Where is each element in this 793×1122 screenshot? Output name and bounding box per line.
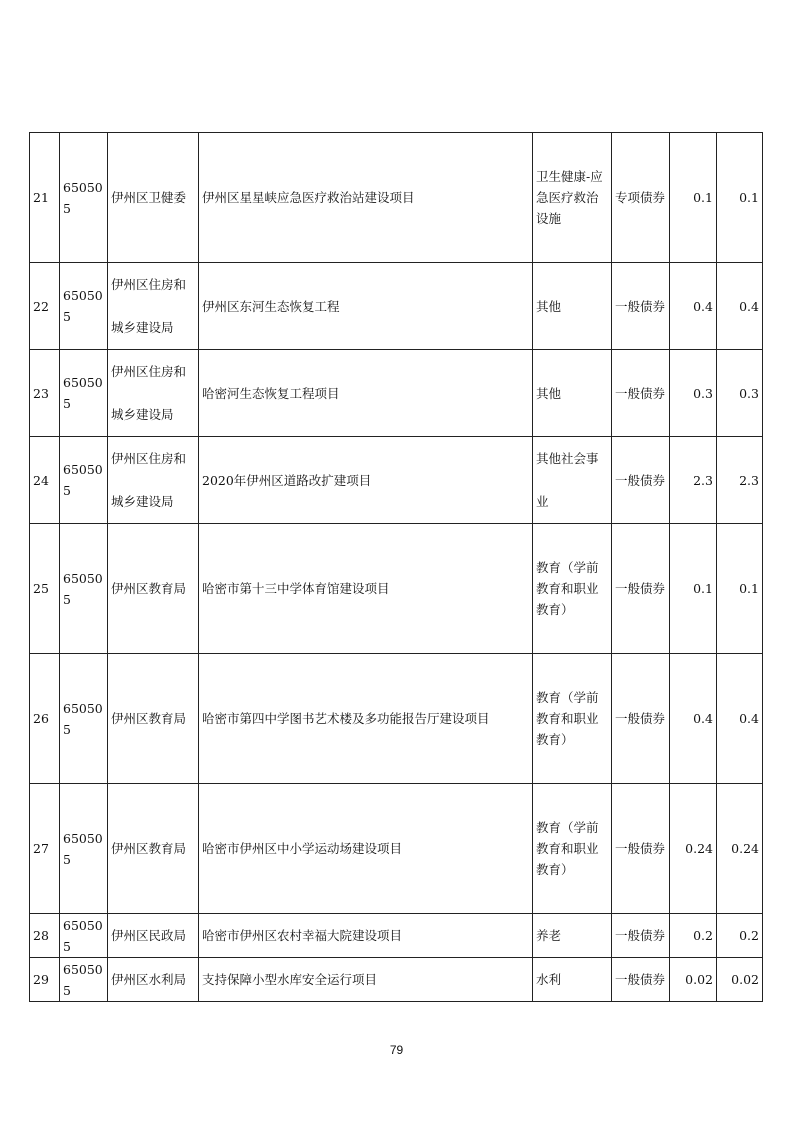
project-category: 教育（学前教育和职业教育）	[533, 654, 612, 784]
region-code: 650505	[60, 263, 108, 350]
table-row	[30, 784, 763, 914]
project-name: 哈密市第十三中学体育馆建设项目	[199, 524, 533, 654]
project-name: 哈密市伊州区农村幸福大院建设项目	[199, 914, 533, 958]
project-category: 教育（学前教育和职业教育）	[533, 524, 612, 654]
project-category: 水利	[533, 958, 612, 1002]
bond-type: 一般债券	[612, 784, 670, 914]
project-name: 2020年伊州区道路改扩建项目	[199, 437, 533, 524]
region-code: 650505	[60, 437, 108, 524]
amount-1: 2.3	[670, 437, 717, 524]
bond-type: 一般债券	[612, 914, 670, 958]
project-name: 伊州区星星峡应急医疗救治站建设项目	[199, 133, 533, 263]
department: 伊州区住房和城乡建设局	[108, 263, 199, 350]
department: 伊州区民政局	[108, 914, 199, 958]
table-row	[30, 958, 763, 1002]
project-category: 养老	[533, 914, 612, 958]
amount-2: 0.1	[717, 524, 763, 654]
table-row	[30, 654, 763, 784]
project-category: 其他	[533, 263, 612, 350]
row-number: 23	[30, 350, 60, 437]
row-number: 28	[30, 914, 60, 958]
row-number: 26	[30, 654, 60, 784]
project-name: 支持保障小型水库安全运行项目	[199, 958, 533, 1002]
region-code: 650505	[60, 654, 108, 784]
projects-table	[29, 132, 763, 1002]
region-code: 650505	[60, 350, 108, 437]
page-number: 79	[389, 1043, 404, 1057]
table-row	[30, 437, 763, 524]
amount-1: 0.02	[670, 958, 717, 1002]
amount-2: 0.1	[717, 133, 763, 263]
department: 伊州区水利局	[108, 958, 199, 1002]
amount-2: 0.4	[717, 654, 763, 784]
row-number: 29	[30, 958, 60, 1002]
bond-type: 一般债券	[612, 437, 670, 524]
amount-2: 0.3	[717, 350, 763, 437]
table-row	[30, 914, 763, 958]
region-code: 650505	[60, 133, 108, 263]
bond-type: 一般债券	[612, 524, 670, 654]
amount-1: 0.4	[670, 654, 717, 784]
table-row	[30, 350, 763, 437]
amount-1: 0.1	[670, 133, 717, 263]
region-code: 650505	[60, 784, 108, 914]
table-row	[30, 263, 763, 350]
row-number: 27	[30, 784, 60, 914]
table-row	[30, 133, 763, 263]
department: 伊州区住房和城乡建设局	[108, 350, 199, 437]
amount-1: 0.4	[670, 263, 717, 350]
bond-type: 一般债券	[612, 654, 670, 784]
amount-1: 0.2	[670, 914, 717, 958]
project-name: 哈密市伊州区中小学运动场建设项目	[199, 784, 533, 914]
department: 伊州区教育局	[108, 654, 199, 784]
project-category: 卫生健康-应急医疗救治设施	[533, 133, 612, 263]
row-number: 25	[30, 524, 60, 654]
amount-1: 0.1	[670, 524, 717, 654]
amount-2: 0.4	[717, 263, 763, 350]
table-row	[30, 524, 763, 654]
bond-type: 一般债券	[612, 263, 670, 350]
project-category: 其他	[533, 350, 612, 437]
amount-2: 0.24	[717, 784, 763, 914]
bond-type: 专项债券	[612, 133, 670, 263]
row-number: 21	[30, 133, 60, 263]
project-category: 其他社会事业	[533, 437, 612, 524]
project-category: 教育（学前教育和职业教育）	[533, 784, 612, 914]
amount-1: 0.24	[670, 784, 717, 914]
row-number: 24	[30, 437, 60, 524]
region-code: 650505	[60, 914, 108, 958]
amount-1: 0.3	[670, 350, 717, 437]
project-name: 哈密河生态恢复工程项目	[199, 350, 533, 437]
project-name: 哈密市第四中学图书艺术楼及多功能报告厅建设项目	[199, 654, 533, 784]
bond-type: 一般债券	[612, 958, 670, 1002]
department: 伊州区卫健委	[108, 133, 199, 263]
amount-2: 0.02	[717, 958, 763, 1002]
region-code: 650505	[60, 958, 108, 1002]
amount-2: 2.3	[717, 437, 763, 524]
department: 伊州区教育局	[108, 784, 199, 914]
region-code: 650505	[60, 524, 108, 654]
department: 伊州区住房和城乡建设局	[108, 437, 199, 524]
project-name: 伊州区东河生态恢复工程	[199, 263, 533, 350]
department: 伊州区教育局	[108, 524, 199, 654]
amount-2: 0.2	[717, 914, 763, 958]
bond-type: 一般债券	[612, 350, 670, 437]
row-number: 22	[30, 263, 60, 350]
